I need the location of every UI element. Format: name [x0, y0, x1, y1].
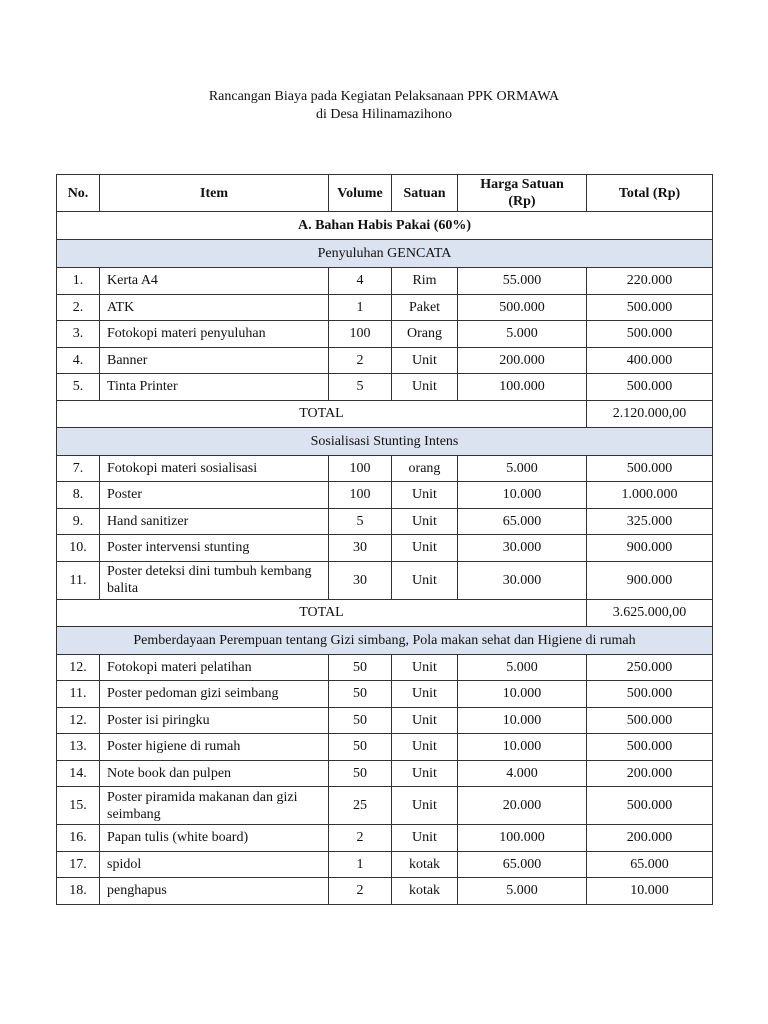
cell-volume: 50 — [329, 681, 392, 708]
cell-satuan: Unit — [392, 707, 458, 734]
total-row — [57, 400, 713, 427]
cell-harga-satuan: 65.000 — [458, 851, 587, 878]
cell-total: 10.000 — [587, 878, 713, 905]
header-item: Item — [100, 175, 329, 212]
cell-satuan: kotak — [392, 851, 458, 878]
cell-item: Kerta A4 — [100, 268, 329, 295]
total-row — [57, 599, 713, 626]
cell-harga-satuan: 5.000 — [458, 455, 587, 482]
cell-volume: 2 — [329, 878, 392, 905]
cell-total: 250.000 — [587, 654, 713, 681]
cell-no: 5. — [57, 374, 100, 401]
cell-item: Papan tulis (white board) — [100, 825, 329, 852]
cell-item: Note book dan pulpen — [100, 760, 329, 787]
cell-no: 11. — [57, 561, 100, 599]
total-value: 3.625.000,00 — [587, 599, 713, 626]
cell-total: 900.000 — [587, 535, 713, 562]
cell-no: 17. — [57, 851, 100, 878]
cell-no: 15. — [57, 787, 100, 825]
cell-item: Poster pedoman gizi seimbang — [100, 681, 329, 708]
cell-satuan: Unit — [392, 508, 458, 535]
cell-harga-satuan: 5.000 — [458, 321, 587, 348]
cell-no: 11. — [57, 681, 100, 708]
cell-harga-satuan: 5.000 — [458, 654, 587, 681]
cell-item: Poster isi piringku — [100, 707, 329, 734]
cell-no: 12. — [57, 654, 100, 681]
cell-harga-satuan: 20.000 — [458, 787, 587, 825]
header-volume: Volume — [329, 175, 392, 212]
cell-harga-satuan: 55.000 — [458, 268, 587, 295]
cell-satuan: Unit — [392, 482, 458, 509]
table-row — [57, 482, 713, 509]
cell-satuan: orang — [392, 455, 458, 482]
cell-item: Fotokopi materi sosialisasi — [100, 455, 329, 482]
cell-total: 500.000 — [587, 787, 713, 825]
title-line-2: di Desa Hilinamazihono — [315, 107, 453, 122]
cell-volume: 1 — [329, 851, 392, 878]
cell-satuan: Unit — [392, 734, 458, 761]
cell-no: 1. — [57, 268, 100, 295]
cell-item: spidol — [100, 851, 329, 878]
cell-satuan: Orang — [392, 321, 458, 348]
cell-satuan: Unit — [392, 654, 458, 681]
table-row — [57, 347, 713, 374]
cell-no: 2. — [57, 294, 100, 321]
cell-total: 400.000 — [587, 347, 713, 374]
group-heading: Penyuluhan GENCATA — [57, 240, 713, 268]
cell-satuan: kotak — [392, 878, 458, 905]
cell-total: 500.000 — [587, 681, 713, 708]
cell-total: 200.000 — [587, 825, 713, 852]
table-row — [57, 508, 713, 535]
cell-volume: 50 — [329, 734, 392, 761]
cell-item: Poster intervensi stunting — [100, 535, 329, 562]
header-total: Total (Rp) — [587, 175, 713, 212]
cell-volume: 25 — [329, 787, 392, 825]
cell-harga-satuan: 4.000 — [458, 760, 587, 787]
cell-harga-satuan: 10.000 — [458, 681, 587, 708]
cell-volume: 100 — [329, 321, 392, 348]
cell-volume: 30 — [329, 561, 392, 599]
cell-item: Poster deteksi dini tumbuh kembang balita — [100, 561, 329, 599]
cell-satuan: Unit — [392, 760, 458, 787]
cell-volume: 2 — [329, 347, 392, 374]
cell-volume: 5 — [329, 374, 392, 401]
cell-harga-satuan: 100.000 — [458, 825, 587, 852]
cell-satuan: Unit — [392, 681, 458, 708]
table-row — [57, 374, 713, 401]
cell-no: 8. — [57, 482, 100, 509]
cell-no: 3. — [57, 321, 100, 348]
cell-total: 200.000 — [587, 760, 713, 787]
cell-satuan: Rim — [392, 268, 458, 295]
total-label: TOTAL — [57, 400, 587, 427]
cell-item: Poster — [100, 482, 329, 509]
cell-no: 10. — [57, 535, 100, 562]
table-row — [57, 707, 713, 734]
cell-total: 900.000 — [587, 561, 713, 599]
cell-harga-satuan: 30.000 — [458, 535, 587, 562]
group-heading: Pemberdayaan Perempuan tentang Gizi simbang, Pola makan sehat dan Higiene di rumah — [57, 626, 713, 654]
cell-total: 325.000 — [587, 508, 713, 535]
cell-harga-satuan: 10.000 — [458, 482, 587, 509]
cell-volume: 1 — [329, 294, 392, 321]
cell-satuan: Unit — [392, 347, 458, 374]
cell-harga-satuan: 500.000 — [458, 294, 587, 321]
cell-item: Hand sanitizer — [100, 508, 329, 535]
cell-item: ATK — [100, 294, 329, 321]
cell-total: 65.000 — [587, 851, 713, 878]
cell-total: 500.000 — [587, 294, 713, 321]
table-row — [57, 654, 713, 681]
cell-volume: 50 — [329, 654, 392, 681]
cell-no: 12. — [57, 707, 100, 734]
cell-satuan: Unit — [392, 535, 458, 562]
cell-satuan: Unit — [392, 825, 458, 852]
table-row — [57, 268, 713, 295]
cell-volume: 50 — [329, 707, 392, 734]
cell-no: 18. — [57, 878, 100, 905]
header-satuan: Satuan — [392, 175, 458, 212]
cell-volume: 2 — [329, 825, 392, 852]
cell-total: 500.000 — [587, 707, 713, 734]
cell-harga-satuan: 10.000 — [458, 734, 587, 761]
total-value: 2.120.000,00 — [587, 400, 713, 427]
cell-satuan: Unit — [392, 787, 458, 825]
cell-item: penghapus — [100, 878, 329, 905]
cell-total: 500.000 — [587, 455, 713, 482]
table-row — [57, 825, 713, 852]
cell-total: 500.000 — [587, 734, 713, 761]
table-row — [57, 535, 713, 562]
cell-total: 500.000 — [587, 321, 713, 348]
cell-volume: 50 — [329, 760, 392, 787]
cell-total: 500.000 — [587, 374, 713, 401]
cell-item: Poster higiene di rumah — [100, 734, 329, 761]
table-row — [57, 681, 713, 708]
cell-no: 16. — [57, 825, 100, 852]
cell-item: Fotokopi materi penyuluhan — [100, 321, 329, 348]
budget-table — [56, 174, 713, 905]
cell-total: 1.000.000 — [587, 482, 713, 509]
cell-item: Tinta Printer — [100, 374, 329, 401]
cell-item: Poster piramida makanan dan gizi seimbang — [100, 787, 329, 825]
document-title — [0, 88, 768, 124]
cell-total: 220.000 — [587, 268, 713, 295]
cell-volume: 30 — [329, 535, 392, 562]
table-row — [57, 734, 713, 761]
cell-harga-satuan: 5.000 — [458, 878, 587, 905]
cell-volume: 5 — [329, 508, 392, 535]
cell-harga-satuan: 65.000 — [458, 508, 587, 535]
cell-no: 13. — [57, 734, 100, 761]
table-row — [57, 760, 713, 787]
header-no: No. — [57, 175, 100, 212]
cell-no: 14. — [57, 760, 100, 787]
cell-satuan: Paket — [392, 294, 458, 321]
cell-satuan: Unit — [392, 374, 458, 401]
cell-no: 4. — [57, 347, 100, 374]
cell-volume: 100 — [329, 455, 392, 482]
table-row — [57, 878, 713, 905]
cell-harga-satuan: 10.000 — [458, 707, 587, 734]
cell-harga-satuan: 30.000 — [458, 561, 587, 599]
cell-item: Fotokopi materi pelatihan — [100, 654, 329, 681]
cell-no: 7. — [57, 455, 100, 482]
cell-no: 9. — [57, 508, 100, 535]
table-row — [57, 294, 713, 321]
table-row — [57, 787, 713, 825]
cell-harga-satuan: 200.000 — [458, 347, 587, 374]
cell-item: Banner — [100, 347, 329, 374]
header-harga-satuan: Harga Satuan (Rp) — [458, 175, 587, 212]
table-row — [57, 321, 713, 348]
group-heading: Sosialisasi Stunting Intens — [57, 427, 713, 455]
table-row — [57, 851, 713, 878]
section-heading: A. Bahan Habis Pakai (60%) — [57, 212, 713, 240]
table-row — [57, 455, 713, 482]
cell-satuan: Unit — [392, 561, 458, 599]
cell-volume: 100 — [329, 482, 392, 509]
table-row — [57, 561, 713, 599]
cell-harga-satuan: 100.000 — [458, 374, 587, 401]
total-label: TOTAL — [57, 599, 587, 626]
cell-volume: 4 — [329, 268, 392, 295]
title-line-1: Rancangan Biaya pada Kegiatan Pelaksanaan PPK ORMAWA — [208, 89, 560, 104]
